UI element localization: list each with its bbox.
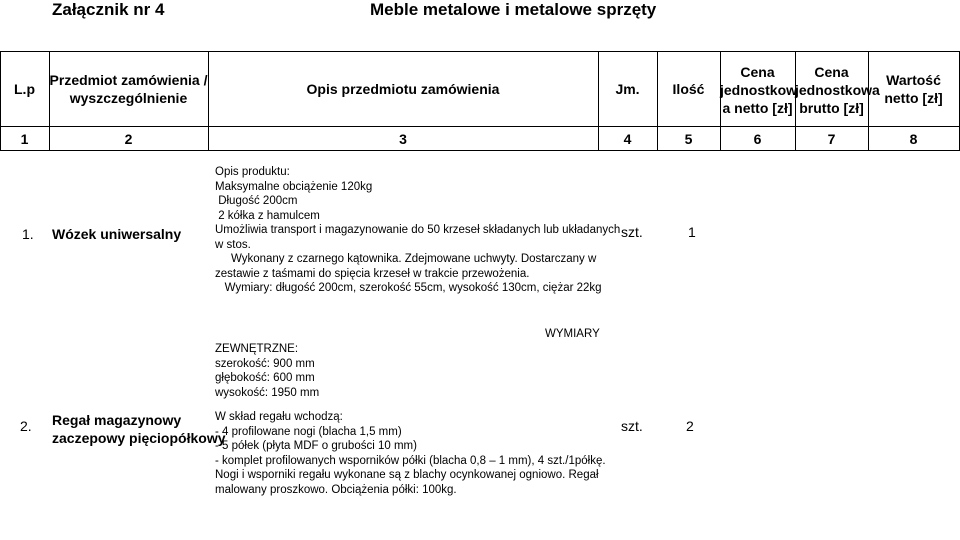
column-number: 4	[623, 131, 632, 147]
annex-label: Załącznik nr 4	[52, 0, 165, 19]
header-qty: Ilość	[672, 81, 705, 97]
header-unit-net: Cena jednostkow a netto [zł]	[720, 64, 798, 116]
header-subject: Przedmiot zamówienia / wyszczególnienie	[49, 72, 208, 106]
row-qty: 2	[686, 418, 694, 434]
row-unit: szt.	[621, 418, 643, 434]
row-unit: szt.	[621, 224, 643, 240]
row-qty: 1	[688, 224, 696, 240]
row-item-name: Regał magazynowy zaczepowy pięciopółkowy	[52, 412, 226, 446]
document-title: Meble metalowe i metalowe sprzęty	[370, 0, 657, 19]
header-lp: L.p	[14, 81, 35, 97]
row-lp: 2.	[20, 418, 32, 434]
row-description: Opis produktu: Maksymalne obciążenie 120kg Długość 200cm 2 kółka z hamulcem Umożliwia transport i magazynowanie do 50 krzeseł składanych lub układanych w stos. Wykonany z czarnego kątownika. Zdejmowane uchwyty. Dostarczany w zestawie z taśmami do spięcia krzeseł w trakcie przewożenia. Wymiary: długość 200cm, szerokość 55cm, wysokość 130cm, ciężar 22kg	[215, 166, 621, 294]
column-number: 6	[753, 131, 762, 147]
row-description-label: WYMIARY	[545, 328, 600, 340]
row-item-name: Wózek uniwersalny	[52, 226, 182, 242]
row-description: ZEWNĘTRZNE: szerokość: 900 mm głębokość: 600 mm wysokość: 1950 mm W skład regału wchodzą: - 4 profilowane nogi (blacha 1,5 mm) - 5 półek (płyta MDF o grubości 10 mm) - komplet profilowanych wsporników półki (blacha 0,8 – 1 mm), 4 szt./1półkę. Nogi i wsporniki regału wykonane są z blachy ocynkowanej ogniowo. Regał malowany proszkowo. Obciążenia półki: 100kg.	[215, 343, 606, 496]
header-unit: Jm.	[615, 81, 640, 97]
column-number: 3	[399, 131, 407, 147]
column-number: 8	[909, 131, 918, 147]
row-lp: 1.	[22, 226, 34, 242]
header-value-net: Wartość netto [zł]	[884, 72, 943, 106]
column-number: 1	[20, 131, 29, 147]
column-number: 2	[124, 131, 133, 147]
header-description: Opis przedmiotu zamówienia	[306, 81, 500, 97]
column-number: 7	[827, 131, 836, 147]
column-number: 5	[684, 131, 693, 147]
header-unit-gross: Cena jednostkowa brutto [zł]	[795, 64, 880, 116]
